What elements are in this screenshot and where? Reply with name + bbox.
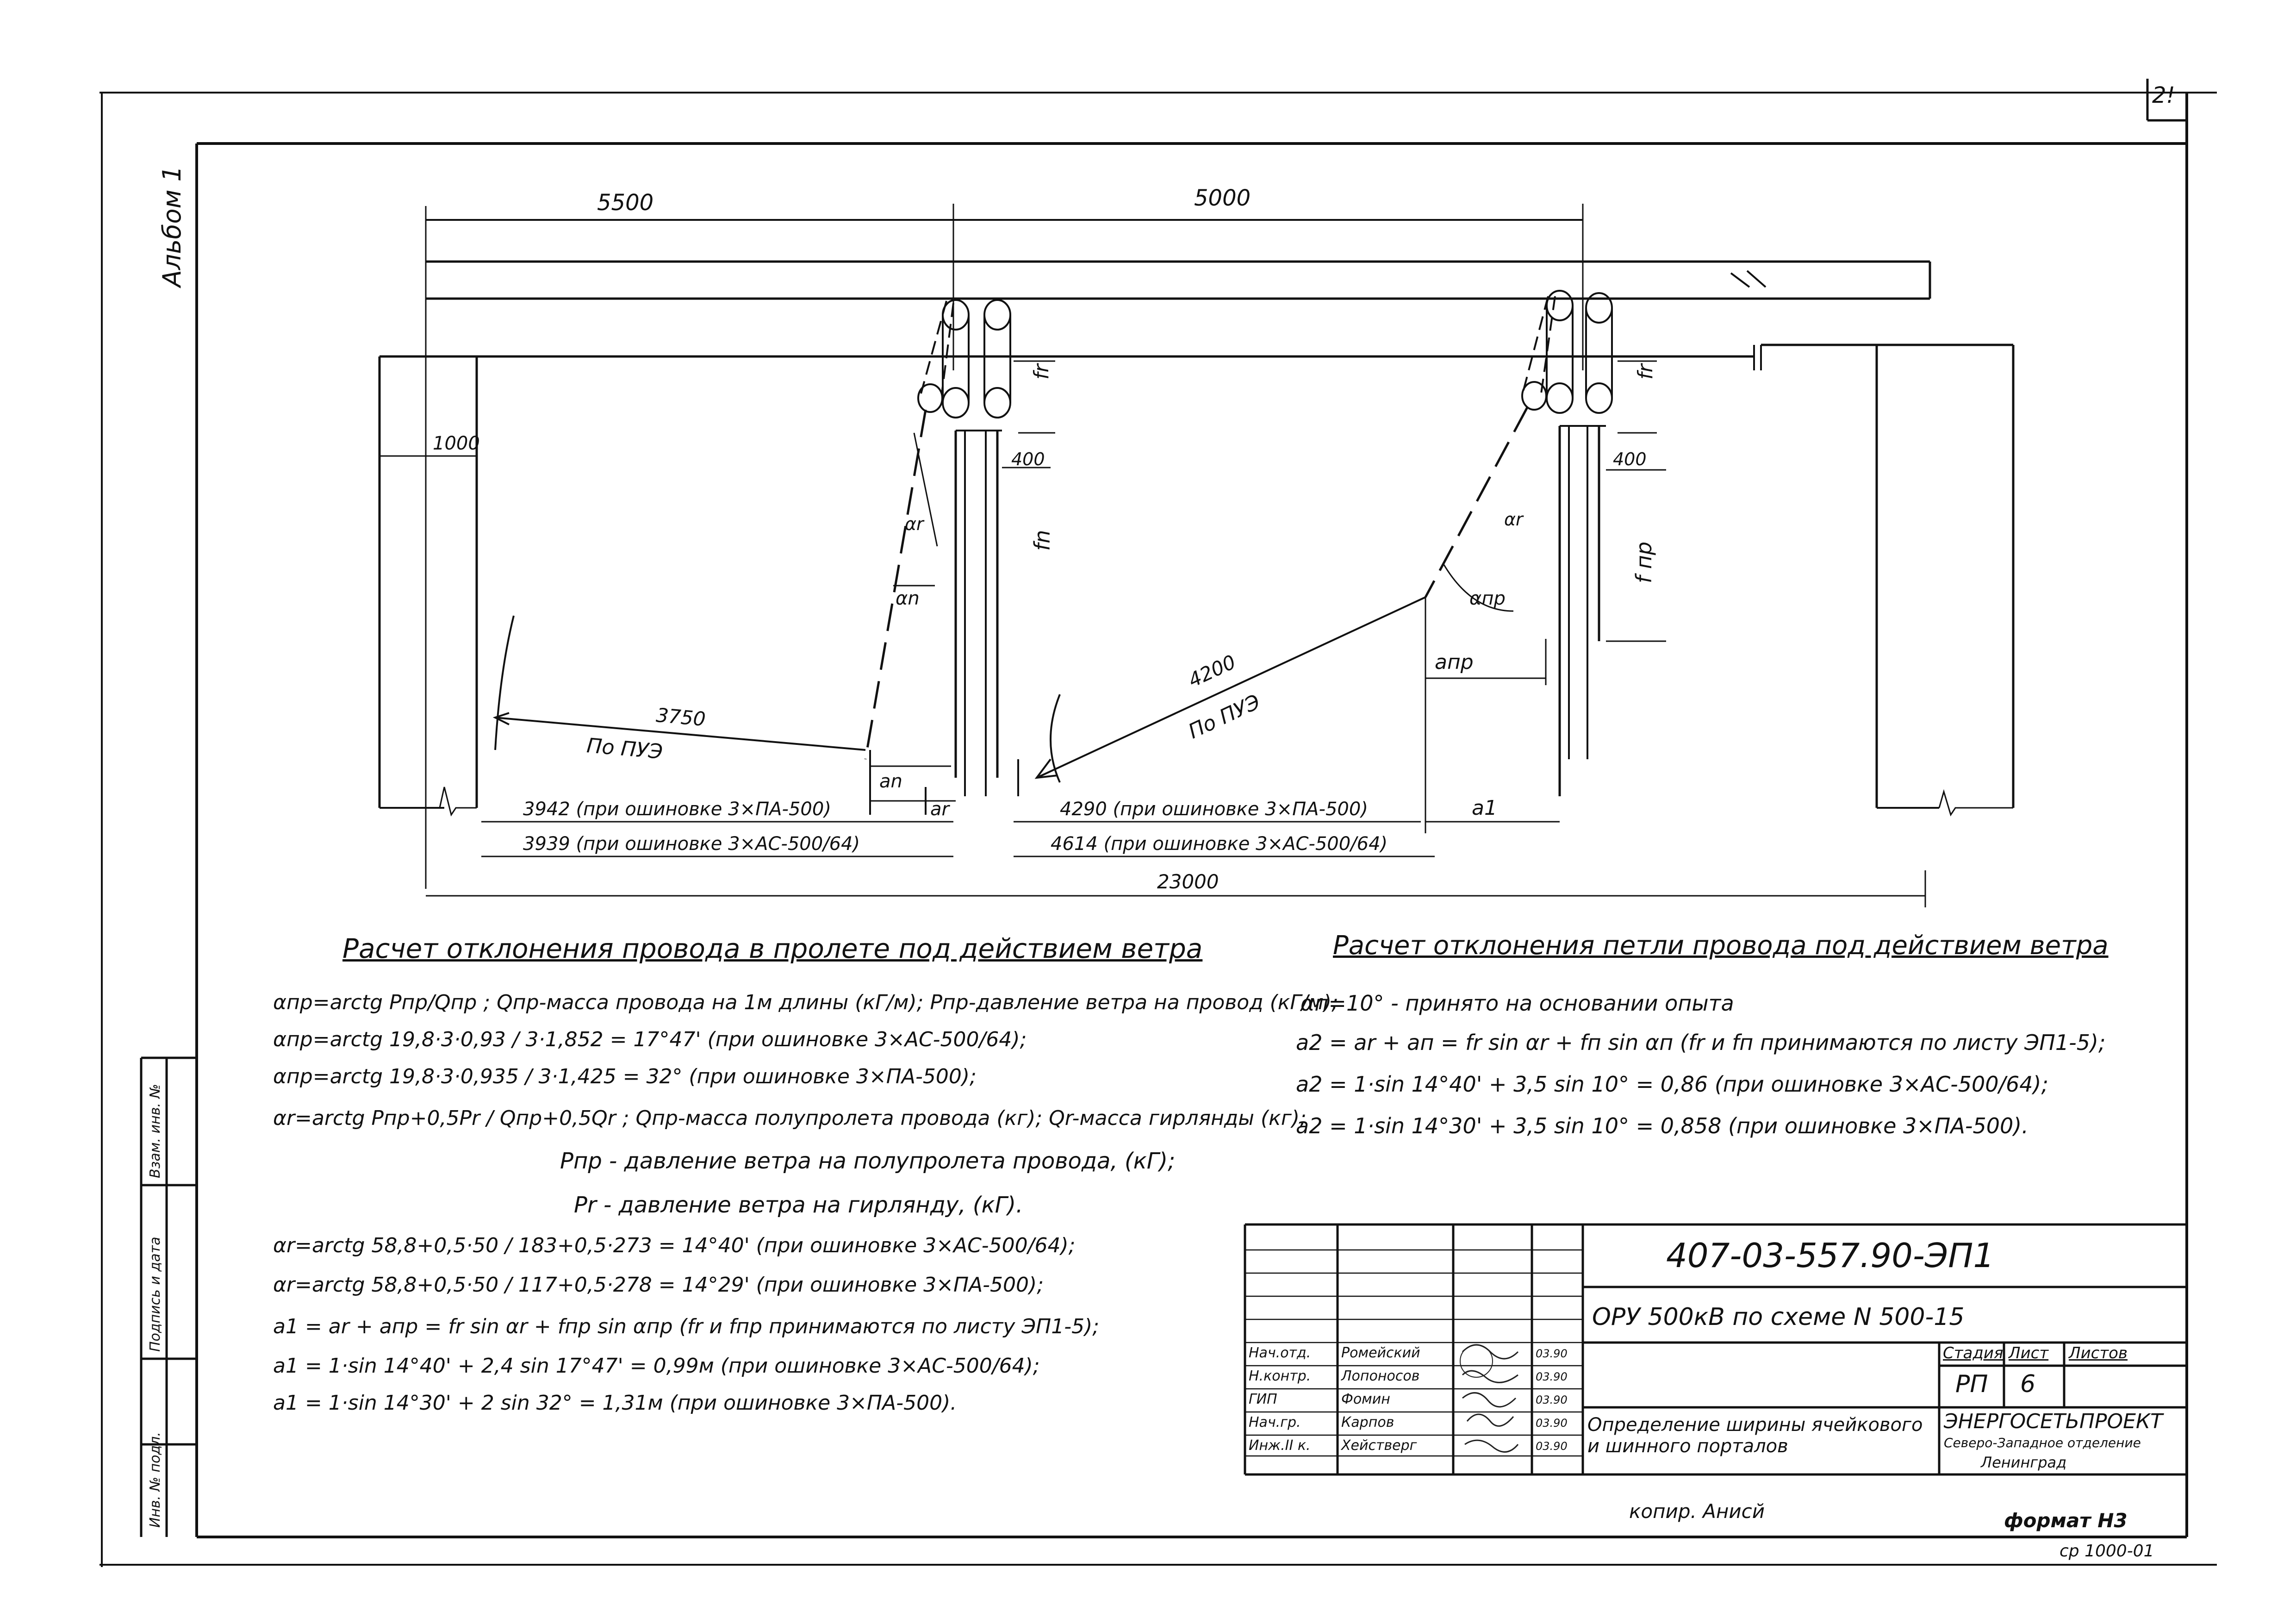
left-calc-line-11: a1 = 1·sin 14°30' + 2 sin 32° = 1,31м (при ошиновке 3×ПА-500). bbox=[273, 1391, 957, 1415]
name-2: Лопоносов bbox=[1341, 1368, 1420, 1384]
left-calc-line-2: αпр=arctg 19,8·3·0,93 / 3·1,852 = 17°47' (при ошиновке 3×АС-500/64); bbox=[273, 1028, 1027, 1051]
date-4: 03.90 bbox=[1536, 1417, 1568, 1430]
name-3: Фомин bbox=[1341, 1391, 1390, 1407]
dim-400-right: 400 bbox=[1613, 449, 1647, 469]
role-5: Инж.II к. bbox=[1249, 1437, 1311, 1454]
label-a-r-left: ar bbox=[930, 799, 949, 820]
left-calc-line-3: αпр=arctg 19,8·3·0,935 / 3·1,425 = 32° (при ошиновке 3×ПА-500); bbox=[273, 1065, 977, 1088]
org-branch: Северо-Западное отделение bbox=[1944, 1435, 2141, 1450]
date-5: 03.90 bbox=[1536, 1440, 1568, 1453]
right-calc-line-4: a2 = 1·sin 14°30' + 3,5 sin 10° = 0,858 (при ошиновке 3×ПА-500). bbox=[1296, 1113, 2028, 1138]
dim-400-left: 400 bbox=[1011, 449, 1045, 469]
side-stamp-sign: Подпись и дата bbox=[147, 1237, 163, 1352]
label-pue-right: По ПУЭ bbox=[1185, 690, 1264, 744]
stage-value: РП bbox=[1955, 1370, 1988, 1398]
dim-3939: 3939 (при ошиновке 3×АС-500/64) bbox=[523, 833, 860, 855]
role-1: Нач.отд. bbox=[1249, 1345, 1311, 1361]
form-code: ср 1000-01 bbox=[2060, 1542, 2154, 1561]
right-calc-heading: Расчет отклонения петли провода под действием ветра bbox=[1333, 931, 2109, 961]
right-calc-line-3: a2 = 1·sin 14°40' + 3,5 sin 10° = 0,86 (при ошиновке 3×АС-500/64); bbox=[1296, 1072, 2048, 1097]
signature-5 bbox=[1465, 1440, 1518, 1452]
signature-3 bbox=[1462, 1393, 1516, 1407]
name-5: Хействерг bbox=[1341, 1437, 1417, 1454]
label-fr-left: fr bbox=[1030, 364, 1053, 380]
label-pue-left: По ПУЭ bbox=[585, 734, 664, 764]
side-stamp-replace: Взам. инв. № bbox=[147, 1084, 163, 1178]
document-code: 407-03-557.90-ЭП1 bbox=[1666, 1236, 1995, 1275]
label-fr-right: fr bbox=[1634, 364, 1657, 380]
org-name: ЭНЕРГОСЕТЬПРОЕКТ bbox=[1944, 1410, 2163, 1433]
name-1: Ромейский bbox=[1341, 1345, 1420, 1361]
dim-4614: 4614 (при ошиновке 3×АС-500/64) bbox=[1051, 833, 1388, 855]
role-3: ГИП bbox=[1249, 1391, 1277, 1407]
label-alpha-r-right: αr bbox=[1504, 509, 1523, 530]
stage-header: Стадия bbox=[1943, 1344, 2004, 1362]
page-number: 2! bbox=[2152, 82, 2175, 108]
left-calc-line-8: αr=arctg 58,8+0,5·50 / 117+0,5·278 = 14°29' (при ошиновке 3×ПА-500); bbox=[273, 1273, 1044, 1297]
left-calc-line-6: Pr - давление ветра на гирлянду, (кГ). bbox=[574, 1192, 1023, 1218]
dim-3942: 3942 (при ошиновке 3×ПА-500) bbox=[523, 799, 831, 820]
role-2: Н.контр. bbox=[1249, 1368, 1311, 1384]
label-a-n-left: an bbox=[879, 771, 902, 792]
side-stamp-inv: Инв. № подл. bbox=[147, 1432, 163, 1528]
label-fn-left: fn bbox=[1030, 530, 1055, 551]
format-label: формат Н3 bbox=[2004, 1509, 2128, 1532]
dim-5000: 5000 bbox=[1194, 185, 1251, 211]
org-city: Ленинград bbox=[1981, 1454, 2067, 1471]
album-label: Альбом 1 bbox=[157, 166, 187, 287]
signature-1 bbox=[1462, 1345, 1518, 1359]
dim-1000: 1000 bbox=[433, 433, 480, 454]
signature-4 bbox=[1467, 1414, 1513, 1426]
label-alpha-r-left: αr bbox=[905, 514, 924, 534]
sheet-header: Лист bbox=[2009, 1344, 2049, 1362]
label-a1-right: a1 bbox=[1472, 796, 1497, 820]
dim-23000: 23000 bbox=[1157, 870, 1219, 893]
dim-4200: 4200 bbox=[1185, 650, 1239, 692]
left-calc-line-10: a1 = 1·sin 14°40' + 2,4 sin 17°47' = 0,99м (при ошиновке 3×АС-500/64); bbox=[273, 1354, 1040, 1378]
project-name: ОРУ 500кВ по схеме N 500-15 bbox=[1592, 1303, 1965, 1331]
drawing-title: Определение ширины ячейкового и шинного порталов bbox=[1587, 1414, 1923, 1457]
dim-3750: 3750 bbox=[655, 704, 707, 731]
label-a-np-right: aпр bbox=[1435, 650, 1474, 674]
date-2: 03.90 bbox=[1536, 1370, 1568, 1383]
label-alpha-n-left: αn bbox=[896, 588, 920, 609]
name-4: Карпов bbox=[1341, 1414, 1394, 1430]
date-3: 03.90 bbox=[1536, 1393, 1568, 1406]
sheet-number: 6 bbox=[2020, 1370, 2036, 1398]
dim-5500: 5500 bbox=[597, 190, 654, 216]
label-alpha-np-right: αпр bbox=[1469, 588, 1506, 609]
left-calc-line-7: αr=arctg 58,8+0,5·50 / 183+0,5·273 = 14°40' (при ошиновке 3×АС-500/64); bbox=[273, 1234, 1076, 1257]
copied-by: копир. Анисй bbox=[1629, 1500, 1765, 1523]
label-fnp-right: f пр bbox=[1631, 541, 1656, 583]
left-calc-heading: Расчет отклонения провода в пролете под действием ветра bbox=[342, 933, 1203, 964]
dim-4290: 4290 (при ошиновке 3×ПА-500) bbox=[1060, 799, 1368, 820]
date-1: 03.90 bbox=[1536, 1347, 1568, 1360]
left-calc-line-5: Pпр - давление ветра на полупролета провода, (кГ); bbox=[560, 1148, 1176, 1174]
right-calc-line-1: αп=10° - принято на основании опыта bbox=[1300, 991, 1734, 1016]
right-calc-line-2: a2 = ar + aп = fr sin αr + fп sin αп (fr и fп принимаются по листу ЭП1-5); bbox=[1296, 1030, 2106, 1055]
role-4: Нач.гр. bbox=[1249, 1414, 1301, 1430]
left-calc-line-1: αпр=arctg Pпр/Qпр ; Qпр-масса провода на 1м длины (кГ/м); Pпр-давление ветра на провод (кГ/м); bbox=[273, 991, 1338, 1014]
left-calc-line-9: a1 = ar + aпр = fr sin αr + fпр sin αпр (fr и fпр принимаются по листу ЭП1-5); bbox=[273, 1315, 1100, 1338]
sheets-header: Листов bbox=[2069, 1344, 2128, 1362]
left-calc-line-4: αr=arctg Pпр+0,5Pr / Qпр+0,5Qr ; Qпр-масса полупролета провода (кг); Qr-масса гирлянды (кг); bbox=[273, 1106, 1307, 1130]
